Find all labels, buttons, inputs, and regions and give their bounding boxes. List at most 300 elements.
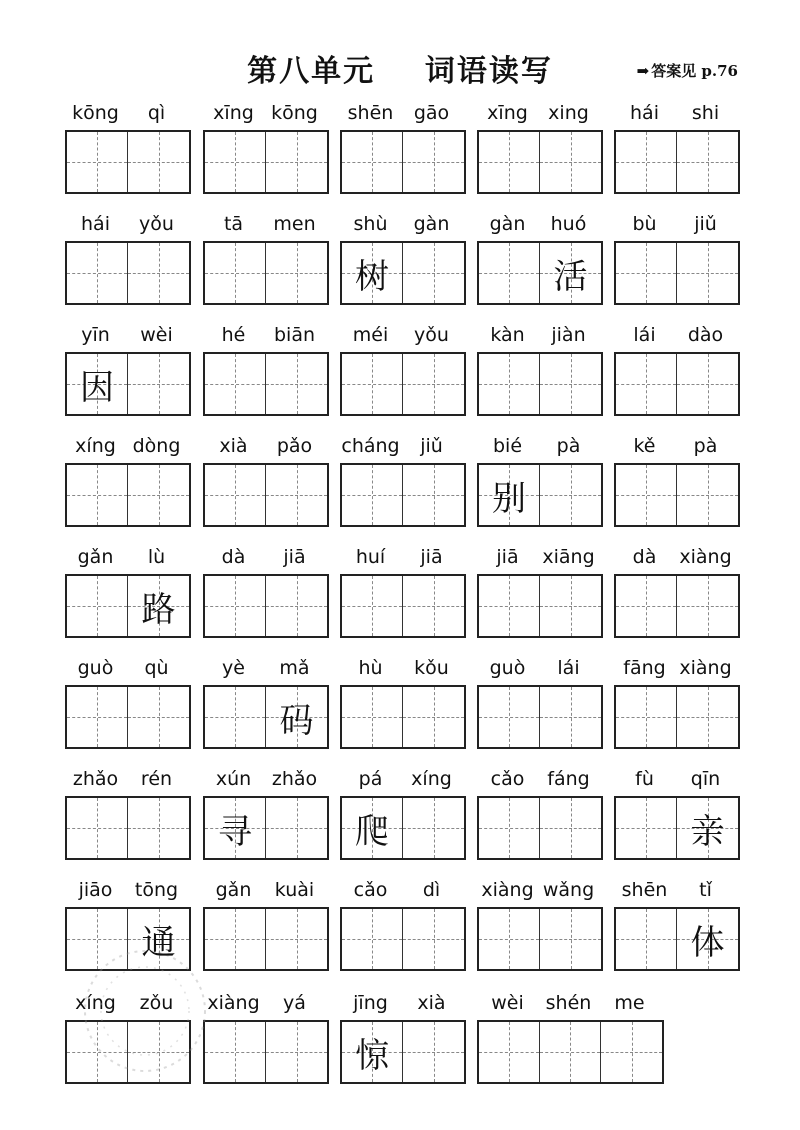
pinyin-syllable: guò [77, 657, 114, 679]
given-character: 活 [553, 256, 588, 297]
tianzige-cell[interactable] [540, 576, 601, 636]
tianzige-cell[interactable] [616, 354, 677, 414]
tianzige-cell[interactable] [601, 1022, 662, 1082]
word-entry [65, 100, 191, 202]
pinyin-syllable: tǐ [699, 879, 712, 901]
pinyin-row [477, 877, 599, 903]
pinyin-syllable: kōng [72, 102, 119, 124]
tianzige-cell[interactable] [479, 465, 540, 525]
tianzige-cell[interactable] [342, 132, 403, 192]
tianzige-box-group [477, 130, 603, 194]
pinyin-syllable: xiàng [679, 546, 732, 568]
pinyin-syllable: xíng [411, 768, 452, 790]
pinyin-syllable: wèi [140, 324, 173, 346]
pinyin-syllable: fáng [547, 768, 590, 790]
tianzige-box-group [65, 796, 191, 860]
pinyin-syllable: tōng [134, 879, 179, 901]
pinyin-row [340, 766, 462, 792]
tianzige-cell[interactable] [677, 354, 738, 414]
page-title: 第八单元 词语读写 [247, 54, 553, 89]
word-entry [614, 322, 740, 424]
pinyin-syllable: xiàng [679, 657, 732, 679]
pinyin-syllable: hái [630, 102, 659, 124]
tianzige-cell[interactable] [205, 1022, 266, 1082]
pinyin-syllable: zǒu [139, 992, 174, 1014]
pinyin-syllable: hé [221, 324, 246, 346]
pinyin-syllable: jiǔ [420, 435, 443, 457]
word-entry [65, 544, 191, 646]
pinyin-row [614, 877, 736, 903]
tianzige-cell[interactable] [342, 909, 403, 969]
tianzige-cell[interactable] [342, 687, 403, 747]
tianzige-cell[interactable] [677, 687, 738, 747]
pinyin-row [203, 766, 325, 792]
pinyin-syllable: xíng [75, 435, 116, 457]
tianzige-cell[interactable] [342, 798, 403, 858]
word-entry [340, 100, 466, 202]
pinyin-syllable: xīng [487, 102, 528, 124]
pinyin-row [203, 211, 325, 237]
pinyin-syllable: jiàn [551, 324, 586, 346]
pinyin-syllable: yǒu [414, 324, 449, 346]
pinyin-syllable: jiā [496, 546, 519, 568]
pinyin-row [614, 655, 736, 681]
tianzige-cell[interactable] [616, 798, 677, 858]
given-character: 寻 [218, 811, 252, 852]
pinyin-row [614, 211, 736, 237]
tianzige-box-group [477, 907, 603, 971]
tianzige-cell[interactable] [403, 687, 464, 747]
pinyin-syllable: xīng [213, 102, 254, 124]
tianzige-cell[interactable] [266, 465, 327, 525]
tianzige-cell[interactable] [67, 465, 128, 525]
pinyin-syllable: guò [489, 657, 526, 679]
tianzige-cell[interactable] [342, 243, 403, 303]
pinyin-row [203, 544, 325, 570]
tianzige-cell[interactable] [266, 243, 327, 303]
pinyin-syllable: xià [219, 435, 248, 457]
word-entry [340, 433, 466, 535]
pinyin-syllable: huí [355, 546, 386, 568]
tianzige-cell[interactable] [540, 132, 601, 192]
pinyin-row [477, 100, 599, 126]
word-entry [340, 766, 466, 868]
pinyin-syllable: lái [633, 324, 656, 346]
tianzige-cell[interactable] [403, 243, 464, 303]
pinyin-syllable: kǒu [414, 657, 449, 679]
word-entry [477, 322, 603, 424]
pinyin-syllable: qù [144, 657, 169, 679]
word-entry [614, 544, 740, 646]
word-entry [203, 211, 329, 313]
word-entry [203, 990, 329, 1092]
tianzige-box-group [340, 241, 466, 305]
pinyin-row [477, 544, 599, 570]
pinyin-row [614, 322, 736, 348]
pinyin-row [340, 655, 462, 681]
tianzige-cell[interactable] [128, 465, 189, 525]
tianzige-cell[interactable] [479, 687, 540, 747]
pinyin-row [340, 322, 462, 348]
pinyin-row [203, 322, 325, 348]
tianzige-cell[interactable] [67, 1022, 128, 1082]
arrow-right-icon: ➡ [636, 62, 650, 80]
tianzige-cell[interactable] [342, 354, 403, 414]
tianzige-cell[interactable] [616, 576, 677, 636]
pinyin-syllable: gāo [413, 102, 450, 124]
tianzige-cell[interactable] [403, 798, 464, 858]
tianzige-box-group [340, 796, 466, 860]
pinyin-syllable: shi [691, 102, 720, 124]
pinyin-row [203, 100, 325, 126]
pinyin-syllable: zhǎo [271, 768, 318, 790]
pinyin-row [65, 766, 187, 792]
tianzige-box-group [340, 907, 466, 971]
pinyin-syllable: pà [693, 435, 718, 457]
tianzige-cell[interactable] [128, 1022, 189, 1082]
pinyin-row [340, 877, 462, 903]
tianzige-cell[interactable] [540, 1022, 601, 1082]
tianzige-cell[interactable] [128, 132, 189, 192]
tianzige-cell[interactable] [205, 798, 266, 858]
word-entry [477, 990, 664, 1092]
tianzige-cell[interactable] [266, 576, 327, 636]
pinyin-row [203, 433, 325, 459]
tianzige-cell[interactable] [479, 354, 540, 414]
tianzige-cell[interactable] [616, 243, 677, 303]
tianzige-cell[interactable] [342, 465, 403, 525]
tianzige-cell[interactable] [403, 1022, 464, 1082]
pinyin-syllable: dì [422, 879, 441, 901]
tianzige-cell[interactable] [205, 132, 266, 192]
tianzige-box-group [614, 685, 740, 749]
tianzige-box-group [340, 574, 466, 638]
word-entry [340, 990, 466, 1092]
pinyin-syllable: shēn [621, 879, 668, 901]
pinyin-syllable: pá [358, 768, 383, 790]
tianzige-box-group [203, 685, 329, 749]
word-entry [477, 433, 603, 535]
tianzige-cell[interactable] [205, 354, 266, 414]
tianzige-box-group [65, 907, 191, 971]
tianzige-box-group [65, 685, 191, 749]
tianzige-cell[interactable] [616, 132, 677, 192]
word-entry [203, 877, 329, 979]
pinyin-syllable: bié [492, 435, 523, 457]
given-character: 亲 [690, 811, 725, 852]
pinyin-syllable: kàn [490, 324, 525, 346]
tianzige-cell[interactable] [266, 687, 327, 747]
pinyin-syllable: qì [147, 102, 166, 124]
pinyin-row [65, 211, 187, 237]
word-entry [477, 766, 603, 868]
answer-reference-text: 答案见 p.76 [651, 62, 738, 80]
word-entry [65, 877, 191, 979]
tianzige-box-group [477, 796, 603, 860]
tianzige-cell[interactable] [266, 909, 327, 969]
pinyin-row [203, 877, 325, 903]
tianzige-cell[interactable] [403, 576, 464, 636]
word-entry [614, 766, 740, 868]
word-entry [65, 990, 191, 1092]
tianzige-cell[interactable] [266, 798, 327, 858]
pinyin-syllable: qīn [690, 768, 721, 790]
tianzige-box-group [614, 907, 740, 971]
pinyin-row [614, 433, 736, 459]
word-entry [614, 100, 740, 202]
pinyin-syllable: biān [273, 324, 316, 346]
word-entry [65, 655, 191, 757]
pinyin-syllable: lù [147, 546, 166, 568]
pinyin-row [65, 100, 187, 126]
tianzige-box-group [203, 463, 329, 527]
tianzige-cell[interactable] [205, 576, 266, 636]
tianzige-cell[interactable] [616, 687, 677, 747]
tianzige-cell[interactable] [540, 798, 601, 858]
pinyin-syllable: gǎn [215, 879, 252, 901]
tianzige-box-group [203, 796, 329, 860]
pinyin-syllable: shēn [347, 102, 394, 124]
tianzige-cell[interactable] [128, 354, 189, 414]
tianzige-cell[interactable] [540, 909, 601, 969]
pinyin-row [614, 544, 736, 570]
tianzige-cell[interactable] [540, 465, 601, 525]
word-entry [65, 211, 191, 313]
pinyin-syllable: dà [221, 546, 246, 568]
tianzige-cell[interactable] [403, 132, 464, 192]
tianzige-cell[interactable] [67, 687, 128, 747]
tianzige-cell[interactable] [67, 354, 128, 414]
pinyin-syllable: jiāo [78, 879, 113, 901]
tianzige-box-group [477, 685, 603, 749]
pinyin-syllable: dòng [132, 435, 181, 457]
pinyin-row [477, 766, 599, 792]
tianzige-box-group [203, 352, 329, 416]
pinyin-row [340, 211, 462, 237]
pinyin-row [614, 100, 736, 126]
pinyin-syllable: xià [417, 992, 446, 1014]
tianzige-cell[interactable] [67, 243, 128, 303]
pinyin-row [65, 990, 187, 1016]
tianzige-cell[interactable] [266, 1022, 327, 1082]
pinyin-syllable: cǎo [353, 879, 388, 901]
tianzige-cell[interactable] [128, 576, 189, 636]
pinyin-row [477, 211, 599, 237]
tianzige-cell[interactable] [677, 465, 738, 525]
tianzige-cell[interactable] [403, 909, 464, 969]
tianzige-box-group [614, 463, 740, 527]
pinyin-syllable: lái [557, 657, 580, 679]
pinyin-syllable: wǎng [542, 879, 595, 901]
word-entry [340, 544, 466, 646]
tianzige-box-group [340, 1020, 466, 1084]
word-entry [203, 433, 329, 535]
word-entry [65, 433, 191, 535]
pinyin-syllable: fāng [623, 657, 666, 679]
pinyin-syllable: yǒu [139, 213, 174, 235]
pinyin-syllable: pà [556, 435, 581, 457]
tianzige-box-group [614, 796, 740, 860]
pinyin-syllable: méi [352, 324, 389, 346]
pinyin-row [340, 990, 462, 1016]
tianzige-box-group [477, 574, 603, 638]
tianzige-cell[interactable] [342, 576, 403, 636]
tianzige-cell[interactable] [616, 909, 677, 969]
tianzige-box-group [477, 352, 603, 416]
word-entry [614, 655, 740, 757]
tianzige-box-group [65, 352, 191, 416]
tianzige-box-group [65, 130, 191, 194]
pinyin-syllable: xún [215, 768, 252, 790]
given-character: 因 [80, 367, 114, 408]
tianzige-box-group [203, 241, 329, 305]
tianzige-box-group [340, 352, 466, 416]
tianzige-cell[interactable] [403, 354, 464, 414]
tianzige-cell[interactable] [205, 909, 266, 969]
pinyin-syllable: xiāng [542, 546, 595, 568]
tianzige-cell[interactable] [205, 465, 266, 525]
tianzige-cell[interactable] [479, 243, 540, 303]
tianzige-cell[interactable] [479, 798, 540, 858]
tianzige-box-group [340, 685, 466, 749]
pinyin-syllable: hù [358, 657, 383, 679]
word-entry [203, 322, 329, 424]
pinyin-row [65, 433, 187, 459]
tianzige-cell[interactable] [67, 576, 128, 636]
tianzige-box-group [340, 463, 466, 527]
tianzige-cell[interactable] [67, 798, 128, 858]
tianzige-cell[interactable] [266, 354, 327, 414]
pinyin-syllable: jiǔ [694, 213, 717, 235]
tianzige-cell[interactable] [479, 1022, 540, 1082]
pinyin-syllable: gàn [489, 213, 526, 235]
pinyin-row [340, 100, 462, 126]
pinyin-syllable: gǎn [77, 546, 114, 568]
given-character: 树 [355, 256, 389, 297]
word-entry [477, 877, 603, 979]
tianzige-cell[interactable] [677, 909, 738, 969]
pinyin-syllable: tā [223, 213, 244, 235]
tianzige-cell[interactable] [128, 687, 189, 747]
pinyin-syllable: yá [283, 992, 306, 1014]
tianzige-box-group [477, 241, 603, 305]
tianzige-cell[interactable] [479, 576, 540, 636]
pinyin-syllable: zhǎo [72, 768, 119, 790]
pinyin-syllable: shù [353, 213, 388, 235]
tianzige-cell[interactable] [677, 132, 738, 192]
word-entry [203, 766, 329, 868]
tianzige-cell[interactable] [128, 798, 189, 858]
word-entry [477, 544, 603, 646]
tianzige-box-group [65, 463, 191, 527]
word-entry [614, 877, 740, 979]
tianzige-cell[interactable] [205, 687, 266, 747]
given-character: 通 [141, 922, 176, 963]
tianzige-cell[interactable] [128, 243, 189, 303]
tianzige-cell[interactable] [67, 909, 128, 969]
tianzige-cell[interactable] [266, 132, 327, 192]
word-entry [340, 655, 466, 757]
pinyin-syllable: mǎ [279, 657, 310, 679]
pinyin-syllable: hái [81, 213, 110, 235]
word-entry [65, 322, 191, 424]
pinyin-row [340, 544, 462, 570]
tianzige-cell[interactable] [479, 132, 540, 192]
pinyin-syllable: bù [632, 213, 657, 235]
tianzige-box-group [65, 241, 191, 305]
word-entry [614, 211, 740, 313]
pinyin-row [477, 433, 599, 459]
word-entry [203, 655, 329, 757]
tianzige-cell[interactable] [540, 354, 601, 414]
pinyin-syllable: xiàng [207, 992, 260, 1014]
tianzige-cell[interactable] [677, 798, 738, 858]
given-character: 码 [279, 700, 314, 741]
tianzige-box-group [477, 463, 603, 527]
word-entry [340, 211, 466, 313]
given-character: 路 [141, 589, 176, 630]
pinyin-syllable: cháng [341, 435, 400, 457]
tianzige-box-group [614, 574, 740, 638]
word-entry [477, 211, 603, 313]
pinyin-syllable: cǎo [490, 768, 525, 790]
word-entry [477, 655, 603, 757]
given-character: 体 [690, 922, 725, 963]
pinyin-syllable: rén [140, 768, 173, 790]
pinyin-syllable: jīng [353, 992, 388, 1014]
given-character: 惊 [355, 1035, 389, 1076]
tianzige-cell[interactable] [677, 243, 738, 303]
given-character: 爬 [355, 811, 389, 852]
word-entry [614, 433, 740, 535]
tianzige-box-group [614, 352, 740, 416]
pinyin-syllable: shén [545, 992, 592, 1014]
tianzige-cell[interactable] [540, 243, 601, 303]
pinyin-row [477, 322, 599, 348]
tianzige-box-group [614, 241, 740, 305]
word-entry [203, 544, 329, 646]
word-entry [65, 766, 191, 868]
pinyin-syllable: yè [222, 657, 245, 679]
tianzige-cell[interactable] [403, 465, 464, 525]
pinyin-syllable: me [614, 992, 645, 1014]
word-entry [340, 322, 466, 424]
tianzige-box-group [477, 1020, 664, 1084]
pinyin-syllable: fù [635, 768, 654, 790]
tianzige-cell[interactable] [479, 909, 540, 969]
pinyin-syllable: jiā [420, 546, 443, 568]
tianzige-box-group [65, 1020, 191, 1084]
tianzige-cell[interactable] [677, 576, 738, 636]
tianzige-cell[interactable] [67, 132, 128, 192]
tianzige-cell[interactable] [342, 1022, 403, 1082]
word-entry [477, 100, 603, 202]
tianzige-cell[interactable] [128, 909, 189, 969]
pinyin-row [614, 766, 736, 792]
pinyin-row [340, 433, 462, 459]
pinyin-row [65, 655, 187, 681]
pinyin-syllable: jiā [283, 546, 306, 568]
tianzige-box-group [65, 574, 191, 638]
word-entry [203, 100, 329, 202]
tianzige-cell[interactable] [540, 687, 601, 747]
pinyin-row [477, 655, 599, 681]
pinyin-syllable: xíng [75, 992, 116, 1014]
pinyin-syllable: men [273, 213, 316, 235]
tianzige-cell[interactable] [205, 243, 266, 303]
pinyin-syllable: dà [632, 546, 657, 568]
tianzige-cell[interactable] [616, 465, 677, 525]
